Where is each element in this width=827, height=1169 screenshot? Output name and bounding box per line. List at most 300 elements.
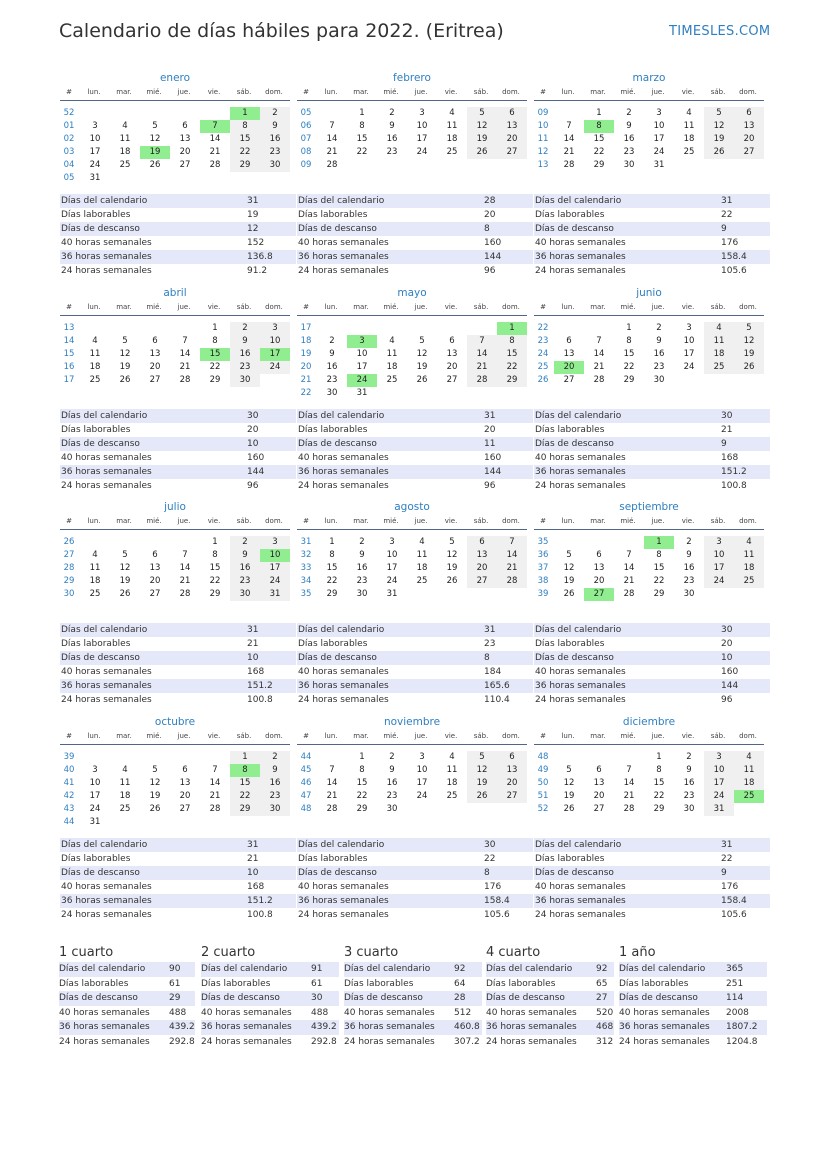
day-cell: 19 [563, 576, 575, 586]
period-value: 91 [311, 964, 323, 974]
weekday-label: # [303, 88, 309, 96]
day-cell: 2 [329, 336, 335, 346]
summary-value: 30 [721, 625, 733, 635]
week-number: 42 [63, 791, 75, 801]
day-cell: 2 [230, 322, 260, 335]
week-number: 29 [63, 576, 75, 586]
summary-row [297, 651, 533, 665]
day-cell: 11 [734, 764, 764, 777]
day-cell: 30 [326, 388, 338, 398]
day-cell: 8 [656, 550, 662, 560]
day-cell: 12 [734, 335, 764, 348]
summary-label: Días del calendario [298, 840, 385, 850]
weekday-label: dom. [265, 88, 283, 96]
period-value: 468 [596, 1022, 614, 1032]
period-row [619, 977, 767, 992]
day-cell: 4 [686, 108, 692, 118]
day-cell: 23 [386, 147, 398, 157]
day-cell: 10 [704, 764, 734, 777]
day-cell: 29 [209, 589, 221, 599]
month-name: julio [164, 501, 186, 513]
day-cell: 21 [209, 147, 221, 157]
day-cell: 3 [419, 108, 425, 118]
period-row [59, 977, 195, 992]
day-cell: 6 [182, 765, 188, 775]
summary-row [297, 194, 533, 208]
day-cell: 6 [596, 550, 602, 560]
day-cell: 23 [230, 575, 260, 588]
weekday-label: # [540, 303, 546, 311]
month-calendar [534, 287, 764, 412]
weekday-header [297, 85, 527, 101]
summary-label: 24 horas semanales [61, 695, 152, 705]
summary-value: 31 [484, 625, 496, 635]
weekday-label: mié. [620, 517, 636, 525]
summary-value: 96 [721, 695, 733, 705]
day-cell: 5 [566, 765, 572, 775]
period-label: Días laborables [486, 978, 556, 989]
day-cell: 9 [656, 336, 662, 346]
week-number: 19 [300, 349, 312, 359]
day-cell: 16 [623, 134, 635, 144]
summary-value: 10 [247, 439, 259, 449]
summary-row [297, 665, 533, 679]
summary-label: 40 horas semanales [298, 667, 389, 677]
day-cell: 13 [563, 349, 575, 359]
day-cell: 1 [656, 752, 662, 762]
summary-row [534, 838, 770, 852]
summary-label: Días de descanso [535, 224, 614, 234]
week-number: 10 [537, 121, 549, 131]
month-calendar [534, 72, 764, 197]
period-label: Días de descanso [344, 993, 423, 1003]
day-cell: 20 [593, 576, 605, 586]
week-number: 47 [300, 791, 312, 801]
day-cell: 31 [653, 160, 665, 170]
day-cell: 6 [596, 765, 602, 775]
period-value: 61 [311, 978, 323, 989]
brand-link[interactable]: TIMESLES.COM [669, 24, 771, 39]
summary-label: 36 horas semanales [61, 896, 152, 906]
weekday-label: mié. [146, 88, 162, 96]
day-cell: 31 [356, 388, 368, 398]
summary-value: 105.6 [484, 910, 510, 920]
day-cell: 20 [149, 362, 161, 372]
day-cell: 11 [446, 121, 458, 131]
day-cell: 4 [734, 536, 764, 549]
weekday-label: jue. [651, 303, 665, 311]
weekday-label: jue. [414, 732, 428, 740]
period-label: Días laborables [619, 978, 689, 989]
day-cell: 3 [260, 536, 290, 549]
day-cell: 21 [326, 147, 338, 157]
period-label: Días del calendario [619, 964, 706, 974]
month-name: agosto [394, 501, 430, 513]
day-cell: 29 [356, 804, 368, 814]
day-cell: 12 [467, 764, 497, 777]
period-row [486, 991, 614, 1006]
day-cell: 3 [92, 121, 98, 131]
day-cell: 4 [734, 751, 764, 764]
period-value: 365 [726, 964, 744, 974]
week-number: 35 [537, 537, 549, 547]
day-cell: 26 [446, 576, 458, 586]
day-cell: 25 [119, 160, 131, 170]
day-cell: 24 [416, 147, 428, 157]
weekday-header [297, 514, 527, 530]
period-label: Días del calendario [201, 964, 288, 974]
weekday-label: lun. [324, 517, 338, 525]
day-cell: 27 [467, 575, 497, 588]
day-cell: 23 [653, 362, 665, 372]
day-cell: 5 [419, 336, 425, 346]
week-number: 43 [63, 804, 75, 814]
weekday-label: mié. [146, 517, 162, 525]
weekday-label: sáb. [236, 88, 252, 96]
weekday-header [534, 514, 764, 530]
day-cell: 2 [230, 536, 260, 549]
summary-row [534, 465, 770, 479]
day-cell: 27 [593, 804, 605, 814]
day-cell: 1 [329, 537, 335, 547]
day-cell: 27 [179, 160, 191, 170]
summary-value: 12 [247, 224, 259, 234]
summary-label: Días de descanso [298, 868, 377, 878]
weekday-label: dom. [265, 303, 283, 311]
summary-label: 24 horas semanales [298, 481, 389, 491]
day-cell: 14 [209, 778, 221, 788]
day-cell: 17 [356, 362, 368, 372]
week-number: 38 [537, 576, 549, 586]
weekday-label: mié. [383, 303, 399, 311]
week-number: 35 [300, 589, 312, 599]
weekday-label: mar. [590, 732, 606, 740]
summary-row [60, 437, 296, 451]
day-cell: 28 [467, 374, 497, 387]
day-cell: 29 [209, 375, 221, 385]
day-cell: 3 [92, 765, 98, 775]
summary-label: Días del calendario [298, 196, 385, 206]
summary-row [534, 451, 770, 465]
period-value: 1807.2 [726, 1022, 758, 1032]
day-cell: 18 [704, 348, 734, 361]
day-cell: 17 [683, 349, 695, 359]
day-cell: 3 [686, 323, 692, 333]
weekday-label: vie. [681, 517, 695, 525]
day-cell: 5 [467, 107, 497, 120]
day-cell: 2 [656, 323, 662, 333]
day-cell: 1 [596, 108, 602, 118]
day-cell: 19 [119, 362, 131, 372]
day-cell: 10 [416, 765, 428, 775]
period-row [201, 991, 339, 1006]
day-cell: 8 [656, 765, 662, 775]
period-label: 36 horas semanales [59, 1022, 150, 1032]
summary-label: 40 horas semanales [298, 453, 389, 463]
weekday-label: lun. [87, 303, 101, 311]
weekday-header [297, 300, 527, 316]
period-row [486, 962, 614, 977]
summary-value: 184 [484, 667, 502, 677]
day-cell: 31 [260, 588, 290, 601]
day-cell: 17 [704, 777, 734, 790]
day-cell: 22 [497, 361, 527, 374]
day-cell: 4 [92, 550, 98, 560]
summary-row [60, 665, 296, 679]
day-cell: 18 [734, 562, 764, 575]
month-calendar [297, 287, 527, 412]
weekday-label: mié. [146, 303, 162, 311]
period-label: 40 horas semanales [486, 1007, 577, 1018]
day-cell: 29 [230, 159, 260, 172]
day-cell: 7 [200, 120, 230, 133]
week-number: 02 [63, 134, 75, 144]
day-cell: 7 [596, 336, 602, 346]
day-cell: 27 [497, 146, 527, 159]
summary-value: 165.6 [484, 681, 510, 691]
summary-row [297, 693, 533, 707]
month-calendar [60, 72, 290, 197]
day-cell: 16 [326, 362, 338, 372]
month-calendar [60, 716, 290, 841]
weekday-label: mar. [116, 732, 132, 740]
day-cell: 3 [260, 322, 290, 335]
period-value: 90 [169, 964, 181, 974]
day-cell: 21 [326, 791, 338, 801]
summary-value: 100.8 [721, 481, 747, 491]
period-label: 24 horas semanales [201, 1036, 292, 1047]
day-cell: 21 [467, 361, 497, 374]
day-cell: 16 [230, 562, 260, 575]
day-cell: 8 [359, 121, 365, 131]
period-row [201, 1035, 339, 1050]
summary-value: 100.8 [247, 910, 273, 920]
day-cell: 3 [704, 751, 734, 764]
day-cell: 16 [260, 777, 290, 790]
day-cell: 18 [446, 134, 458, 144]
week-number: 25 [537, 362, 549, 372]
summary-row [60, 250, 296, 264]
day-cell: 17 [260, 562, 290, 575]
period-row [486, 1006, 614, 1021]
day-cell: 23 [683, 791, 695, 801]
period-value: 460.8 [454, 1022, 480, 1032]
summary-row [534, 194, 770, 208]
day-cell: 9 [389, 765, 395, 775]
period-value: 292.8 [311, 1036, 337, 1047]
day-cell: 12 [119, 563, 131, 573]
summary-label: 24 horas semanales [535, 481, 626, 491]
period-title: 1 cuarto [59, 945, 114, 960]
day-cell: 1 [497, 322, 527, 335]
day-cell: 7 [329, 765, 335, 775]
day-cell: 25 [683, 147, 695, 157]
day-cell: 25 [386, 375, 398, 385]
day-cell: 29 [230, 803, 260, 816]
day-cell: 31 [89, 817, 101, 827]
period-summary [201, 945, 339, 1050]
day-cell: 19 [467, 133, 497, 146]
day-cell: 6 [497, 751, 527, 764]
summary-label: 40 horas semanales [535, 882, 626, 892]
summary-row [60, 651, 296, 665]
summary-row [534, 208, 770, 222]
weekday-label: vie. [681, 88, 695, 96]
summary-value: 19 [247, 210, 259, 220]
summary-label: Días laborables [61, 854, 131, 864]
day-cell: 13 [179, 778, 191, 788]
day-cell: 30 [386, 804, 398, 814]
day-cell: 30 [230, 374, 260, 387]
summary-row [297, 894, 533, 908]
summary-value: 176 [721, 882, 739, 892]
month-summary-table [60, 623, 296, 707]
summary-label: Días de descanso [61, 439, 140, 449]
week-number: 51 [537, 791, 549, 801]
day-cell: 12 [416, 349, 428, 359]
day-cell: 24 [89, 804, 101, 814]
summary-label: 40 horas semanales [535, 667, 626, 677]
weekday-label: # [303, 517, 309, 525]
week-number: 49 [537, 765, 549, 775]
summary-row [534, 409, 770, 423]
day-cell: 12 [563, 563, 575, 573]
period-row [344, 991, 482, 1006]
day-cell: 27 [446, 375, 458, 385]
period-label: 40 horas semanales [59, 1007, 150, 1018]
day-cell: 23 [326, 375, 338, 385]
summary-label: 24 horas semanales [61, 266, 152, 276]
summary-row [297, 880, 533, 894]
summary-row [297, 423, 533, 437]
day-cell: 7 [626, 550, 632, 560]
summary-value: 176 [484, 882, 502, 892]
summary-row [534, 479, 770, 493]
day-cell: 17 [704, 562, 734, 575]
day-cell: 26 [416, 375, 428, 385]
period-label: Días de descanso [59, 993, 138, 1003]
month-name: octubre [154, 716, 196, 728]
weekday-label: mié. [620, 88, 636, 96]
weekday-label: mar. [353, 517, 369, 525]
weekday-label: mar. [116, 517, 132, 525]
day-cell: 21 [593, 362, 605, 372]
weekday-label: mar. [116, 303, 132, 311]
summary-label: 40 horas semanales [298, 238, 389, 248]
summary-value: 28 [484, 196, 496, 206]
week-number: 11 [537, 134, 549, 144]
period-row [619, 962, 767, 977]
day-cell: 2 [359, 537, 365, 547]
summary-value: 176 [721, 238, 739, 248]
period-value: 92 [596, 964, 608, 974]
summary-row [60, 236, 296, 250]
summary-label: Días de descanso [535, 868, 614, 878]
day-cell: 28 [326, 804, 338, 814]
summary-value: 9 [721, 439, 727, 449]
day-cell: 20 [734, 133, 764, 146]
period-row [59, 1020, 195, 1035]
day-cell: 22 [209, 362, 221, 372]
day-cell: 4 [122, 765, 128, 775]
period-row [201, 1020, 339, 1035]
week-number: 04 [63, 160, 75, 170]
day-cell: 24 [260, 575, 290, 588]
week-number: 36 [537, 550, 549, 560]
summary-value: 30 [721, 411, 733, 421]
summary-row [534, 637, 770, 651]
summary-label: Días laborables [61, 425, 131, 435]
summary-value: 22 [484, 854, 496, 864]
summary-row [60, 908, 296, 922]
summary-row [534, 423, 770, 437]
summary-value: 96 [484, 481, 496, 491]
day-cell: 4 [704, 322, 734, 335]
week-number: 08 [300, 147, 312, 157]
day-cell: 7 [497, 536, 527, 549]
day-cell: 3 [419, 752, 425, 762]
weekday-label: vie. [207, 517, 221, 525]
day-cell: 31 [89, 173, 101, 183]
day-cell: 11 [119, 134, 131, 144]
weekday-label: mié. [383, 732, 399, 740]
day-cell: 5 [467, 751, 497, 764]
day-cell: 1 [359, 752, 365, 762]
day-cell: 16 [356, 563, 368, 573]
day-cell: 8 [584, 120, 614, 133]
summary-row [297, 852, 533, 866]
day-cell: 18 [89, 576, 101, 586]
weekday-label: lun. [561, 517, 575, 525]
day-cell: 16 [260, 133, 290, 146]
month-name: enero [159, 72, 191, 84]
day-cell: 14 [326, 134, 338, 144]
weekday-label: mar. [116, 88, 132, 96]
summary-row [60, 264, 296, 278]
day-cell: 23 [623, 147, 635, 157]
day-cell: 22 [356, 791, 368, 801]
day-cell: 27 [179, 804, 191, 814]
month-summary-table [534, 623, 770, 707]
weekday-label: # [540, 88, 546, 96]
day-cell: 5 [734, 322, 764, 335]
summary-row [297, 409, 533, 423]
day-cell: 26 [563, 589, 575, 599]
day-cell: 3 [389, 537, 395, 547]
day-cell: 26 [734, 361, 764, 374]
day-cell: 27 [734, 146, 764, 159]
weekday-label: mar. [590, 303, 606, 311]
summary-value: 22 [721, 854, 733, 864]
period-label: Días laborables [201, 978, 271, 989]
summary-row [534, 623, 770, 637]
summary-label: 40 horas semanales [298, 882, 389, 892]
weekday-label: vie. [207, 88, 221, 96]
summary-value: 8 [484, 224, 490, 234]
week-number: 13 [63, 323, 75, 333]
day-cell: 6 [734, 107, 764, 120]
summary-row [60, 679, 296, 693]
day-cell: 15 [230, 133, 260, 146]
summary-label: Días laborables [298, 425, 368, 435]
month-name: febrero [393, 72, 431, 84]
weekday-label: # [66, 517, 72, 525]
week-number: 37 [537, 563, 549, 573]
summary-value: 152 [247, 238, 265, 248]
weekday-header [534, 729, 764, 745]
day-cell: 15 [623, 349, 635, 359]
day-cell: 12 [467, 120, 497, 133]
